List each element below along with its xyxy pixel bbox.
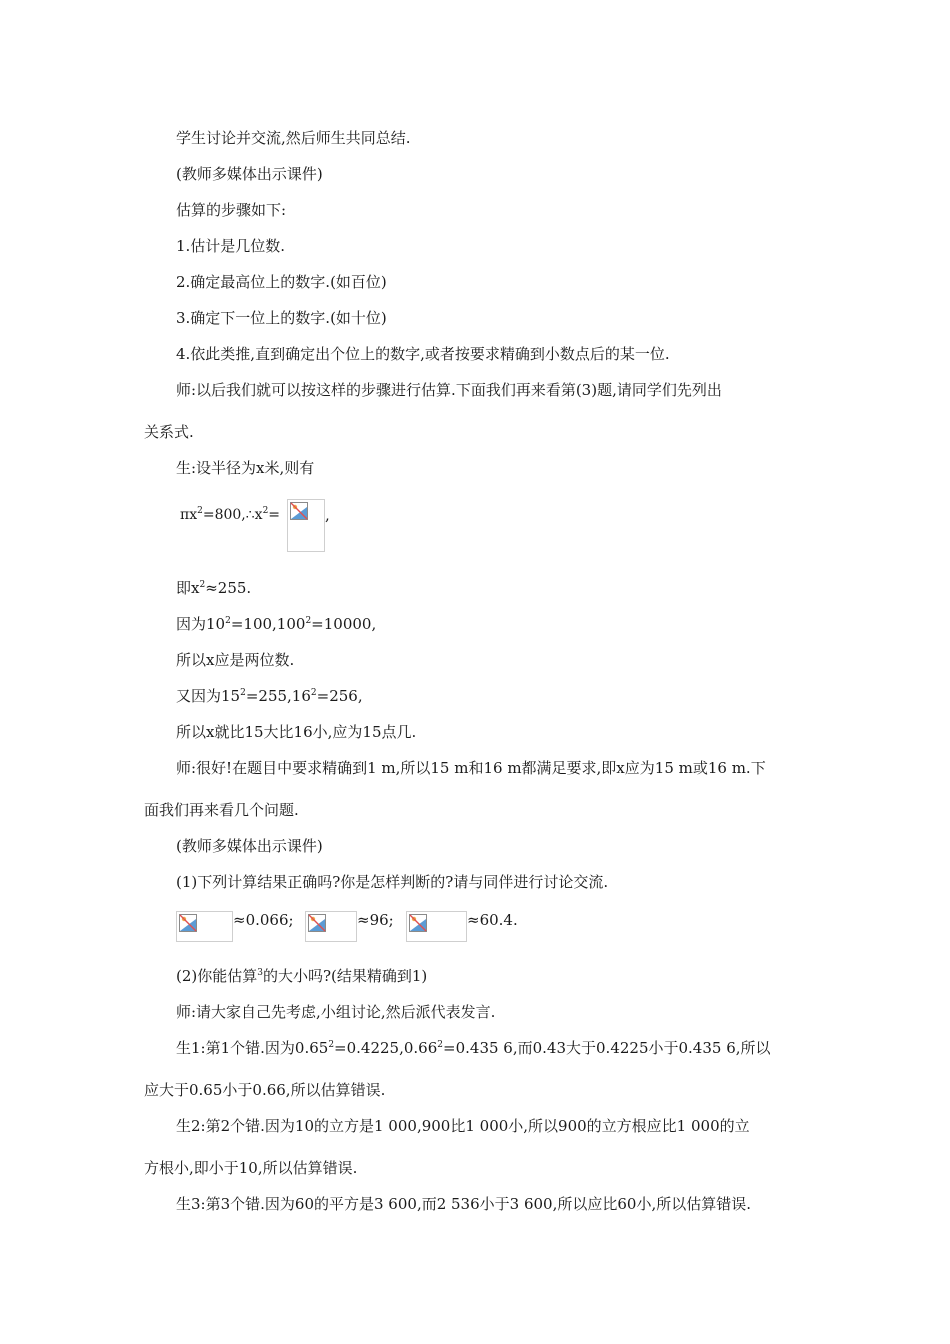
exponent: 2 (310, 688, 317, 698)
text: =10000, (311, 615, 377, 633)
text: =100,100 (230, 615, 306, 633)
exponent: 2 (305, 616, 312, 626)
approx-result: ≈96; (357, 911, 394, 929)
exponent: 2 (225, 616, 231, 626)
paragraph: (教师多媒体出示课件) (176, 837, 323, 855)
paragraph-continuation: 面我们再来看几个问题. (144, 801, 299, 819)
text: ≈255. (205, 579, 252, 597)
equation (180, 505, 280, 525)
text: =255,16 (245, 687, 311, 705)
text: 又因为15 (176, 687, 241, 705)
text: =0.4225,0.66 (334, 1039, 438, 1057)
equation-text: =800,∴x (202, 507, 263, 523)
text: =0.435 6,而0.43大于0.4225小于0.435 6,所以 (443, 1039, 771, 1057)
text: =256, (316, 687, 363, 705)
approx-result: ≈0.066; (233, 911, 294, 929)
paragraph: 生2:第2个错.因为10的立方是1 000,900比1 000小,所以900的立方根应比1 000的立 (176, 1117, 750, 1135)
paragraph: 所以x就比15大比16小,应为15点几. (176, 723, 417, 741)
paragraph: 学生讨论并交流,然后师生共同总结. (176, 129, 411, 147)
text: 生1:第1个错.因为0.65 (176, 1039, 329, 1057)
list-item: 1.估计是几位数. (176, 237, 286, 255)
broken-image-icon (409, 914, 427, 932)
exponent: 2 (197, 506, 203, 516)
list-item: 4.依此类推,直到确定出个位上的数字,或者按要求精确到小数点后的某一位. (176, 345, 670, 363)
equation-text: , (325, 506, 330, 524)
paragraph: 生:设半径为x米,则有 (176, 459, 315, 477)
paragraph: 师:以后我们就可以按这样的步骤进行估算.下面我们再来看第(3)题,请同学们先列出 (176, 381, 722, 399)
formula-image (176, 911, 233, 942)
paragraph (176, 578, 251, 598)
exponent: 2 (437, 1040, 444, 1050)
exponent: 2 (199, 580, 206, 590)
exponent: 2 (262, 506, 269, 516)
paragraph-continuation: 方根小,即小于10,所以估算错误. (144, 1159, 358, 1177)
paragraph (176, 1038, 771, 1058)
paragraph: 师:请大家自己先考虑,小组讨论,然后派代表发言. (176, 1003, 496, 1021)
approx-result: ≈60.4. (467, 911, 518, 929)
formula-image (287, 499, 325, 552)
exponent: 2 (328, 1040, 335, 1050)
list-item: 3.确定下一位上的数字.(如十位) (176, 309, 387, 327)
text: 的大小吗?(结果精确到1) (262, 967, 428, 985)
paragraph: (教师多媒体出示课件) (176, 165, 323, 183)
text: 因为10 (176, 615, 226, 633)
text: (2)你能估算 (176, 967, 258, 985)
paragraph: (1)下列计算结果正确吗?你是怎样判断的?请与同伴进行讨论交流. (176, 873, 609, 891)
paragraph: 师:很好!在题目中要求精确到1 m,所以15 m和16 m都满足要求,即x应为15 m或16 m.下 (176, 759, 766, 777)
broken-image-icon (308, 914, 326, 932)
paragraph-continuation: 关系式. (144, 423, 194, 441)
list-item: 2.确定最高位上的数字.(如百位) (176, 273, 387, 291)
equation-text: = (268, 507, 281, 523)
exponent: 3 (257, 968, 263, 978)
paragraph: 估算的步骤如下: (176, 201, 287, 219)
exponent: 2 (240, 688, 246, 698)
formula-image (406, 911, 467, 942)
broken-image-icon (179, 914, 197, 932)
text: 即x (176, 579, 200, 597)
paragraph-continuation: 应大于0.65小于0.66,所以估算错误. (144, 1081, 386, 1099)
broken-image-icon (290, 502, 308, 520)
paragraph: 所以x应是两位数. (176, 651, 295, 669)
paragraph (176, 614, 376, 634)
paragraph (176, 686, 363, 706)
paragraph: 生3:第3个错.因为60的平方是3 600,而2 536小于3 600,所以应比60小,所以估算错误. (176, 1195, 751, 1213)
formula-image (305, 911, 357, 942)
equation-text: πx (180, 507, 198, 523)
paragraph (176, 966, 427, 986)
